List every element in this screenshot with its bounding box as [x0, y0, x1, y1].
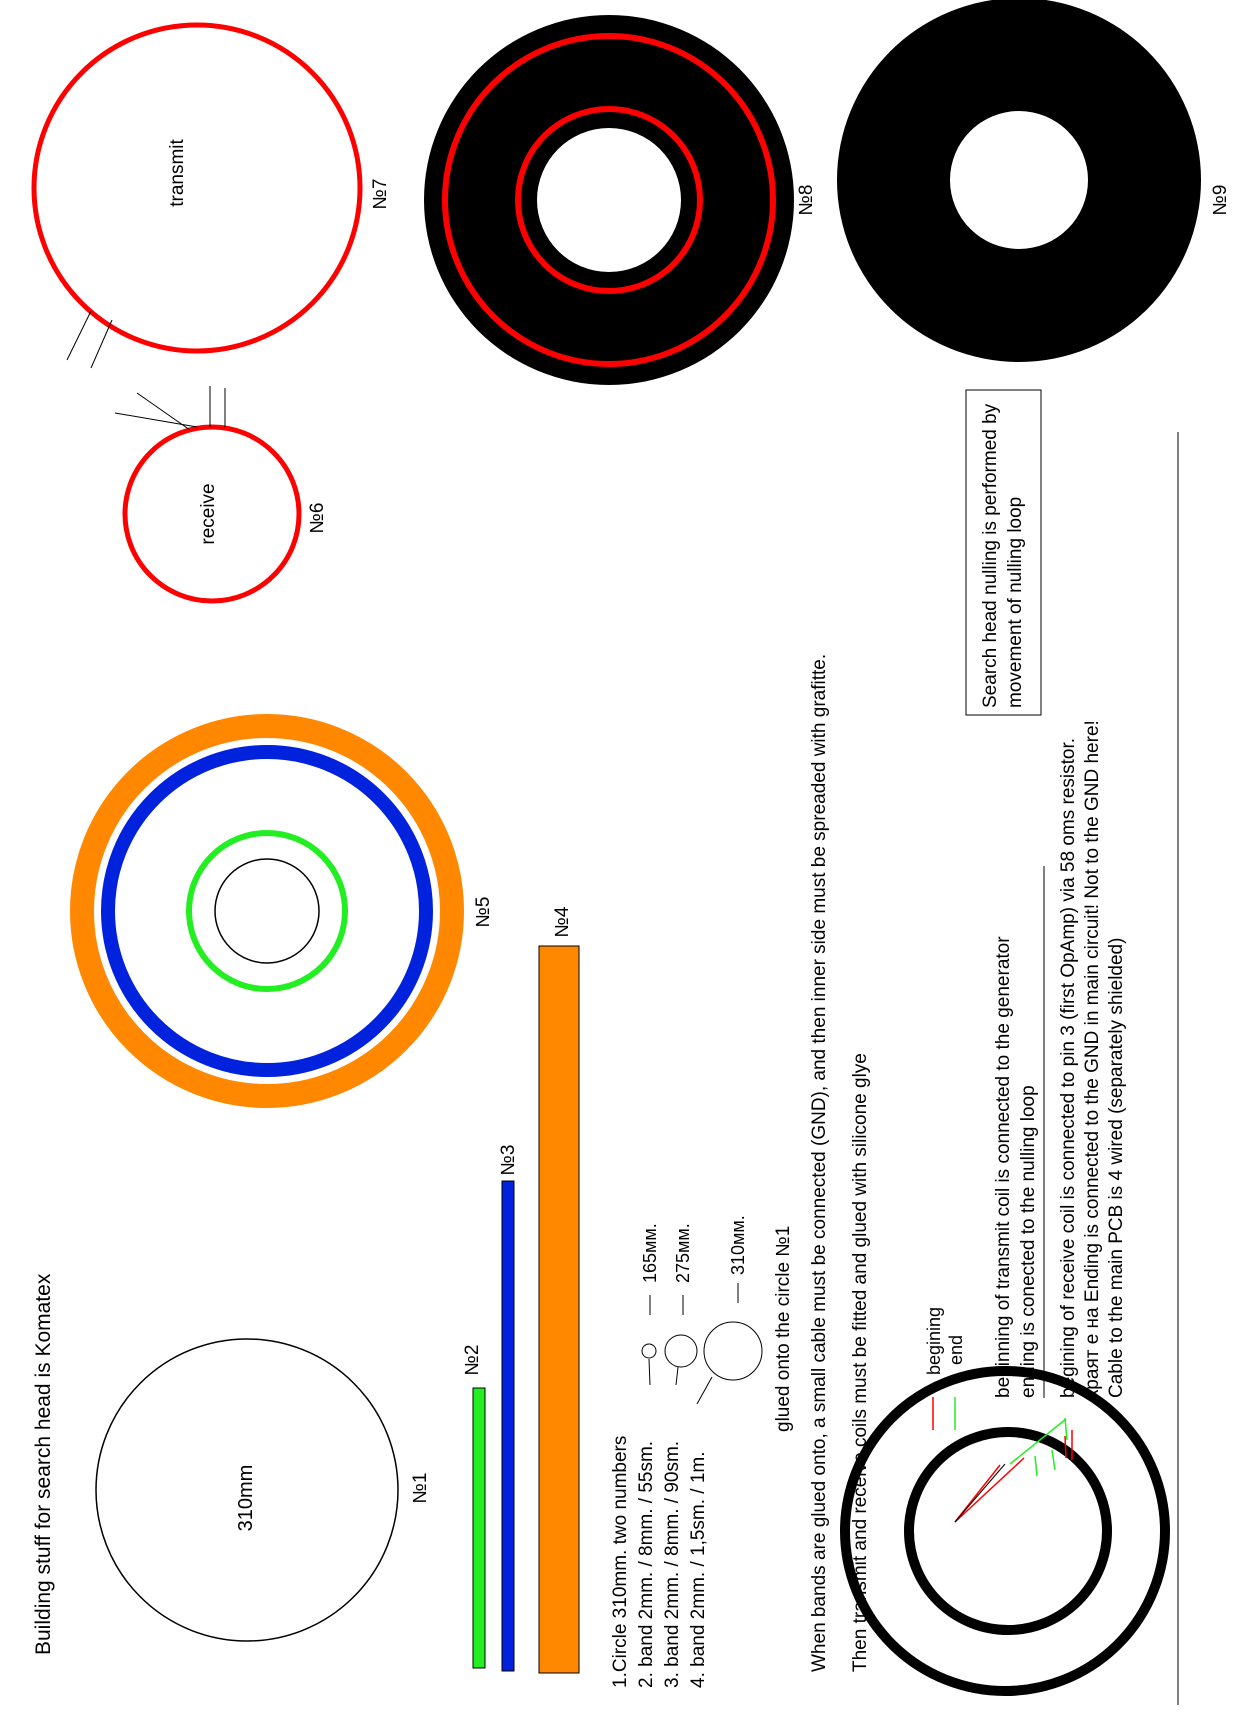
- receive-note-3: Cable to the main PCB is 4 wired (separately shielded): [1106, 937, 1127, 1398]
- circle-1-dimension: 310mm: [235, 1464, 257, 1532]
- wire-red: [955, 1458, 1024, 1522]
- wire-black: [955, 1464, 1005, 1522]
- wire-green: [1035, 1456, 1037, 1476]
- assembly-5-green-band: [189, 833, 345, 989]
- legend-end-label: end: [946, 1334, 966, 1365]
- label-n2: №2: [462, 1344, 483, 1376]
- parts-list-item-1: 1.Circle 310mm. two numbers: [610, 1435, 631, 1688]
- transmit-note-2: ending is conected to the nulling loop: [1018, 1085, 1039, 1398]
- parts-list-item-4: 4. band 2mm. / 1,5sm. / 1m.: [688, 1451, 709, 1688]
- transmit-coil-7: [34, 25, 360, 351]
- leader-line: [649, 1359, 650, 1385]
- ring-dim-275: 275мм.: [673, 1223, 693, 1283]
- ring-dim-165: 165мм.: [640, 1223, 660, 1283]
- receive-label: receive: [198, 483, 219, 545]
- assembly-5-inner-circle: [215, 859, 319, 963]
- band-3-blue: [502, 1181, 514, 1671]
- label-n1: №1: [410, 1472, 431, 1504]
- label-n5: №5: [473, 896, 494, 928]
- label-n8: №8: [796, 184, 817, 216]
- label-n9: №9: [1210, 184, 1231, 216]
- disc-9-hole: [950, 111, 1088, 249]
- wire-red: [1065, 1436, 1066, 1458]
- lead-wire: [67, 311, 91, 360]
- transmit-note-1: beginning of transmit coil is connected to the generator: [993, 936, 1014, 1398]
- receive-coil-ring: [909, 1432, 1107, 1630]
- lead-wire: [91, 320, 112, 368]
- ring-165-icon: [642, 1344, 656, 1358]
- ring-310-icon: [704, 1322, 762, 1380]
- label-n7: №7: [370, 178, 391, 210]
- leader-line: [697, 1377, 712, 1404]
- nulling-note-box: [966, 390, 1041, 715]
- instruction-2: Then transmit and receive coils must be fitted and glued with silicone glye: [850, 1053, 871, 1672]
- parts-list-item-2: 2. band 2mm. / 8mm. / 55sm.: [636, 1440, 657, 1688]
- transmit-label: transmit: [167, 139, 188, 207]
- leader-line: [676, 1367, 678, 1385]
- parts-list-item-3: 3. band 2mm. / 8mm. / 90sm.: [662, 1440, 683, 1688]
- ring-dim-310: 310мм.: [728, 1215, 748, 1275]
- instruction-1: When bands are glued onto, a small cable must be connected (GND), and then inner side must be spreaded with grafitte.: [809, 653, 830, 1672]
- label-n6: №6: [307, 502, 328, 534]
- legend-begin-label: begining: [924, 1306, 944, 1375]
- transmit-coil-ring: [845, 1371, 1165, 1691]
- wire-green: [1052, 1450, 1055, 1470]
- label-n4: №4: [552, 906, 573, 938]
- band-4-orange: [539, 946, 579, 1673]
- nulling-note-line-2: movement of nulling loop: [1005, 496, 1026, 708]
- assembly-5-orange-band: [82, 726, 452, 1096]
- label-n3: №3: [498, 1144, 519, 1176]
- lead-wire: [115, 413, 197, 427]
- glued-note: glued onto the circle №1: [773, 1225, 794, 1432]
- nulling-note-line-1: Search head nulling is performed by: [980, 403, 1001, 708]
- receive-note-1: begining of receive coil is connected to pin 3 (first OpAmp) via 58 oms resistor.: [1058, 737, 1079, 1398]
- disc-8-hole: [537, 128, 681, 272]
- page-title: Building stuff for search head is Komatex: [32, 1273, 55, 1655]
- ring-275-icon: [665, 1335, 697, 1367]
- receive-note-2: краят е на Ending is connected to the GND in main circuit! Not to the GND here!: [1082, 720, 1103, 1398]
- band-2-green: [473, 1388, 485, 1668]
- assembly-5-blue-band: [108, 752, 426, 1070]
